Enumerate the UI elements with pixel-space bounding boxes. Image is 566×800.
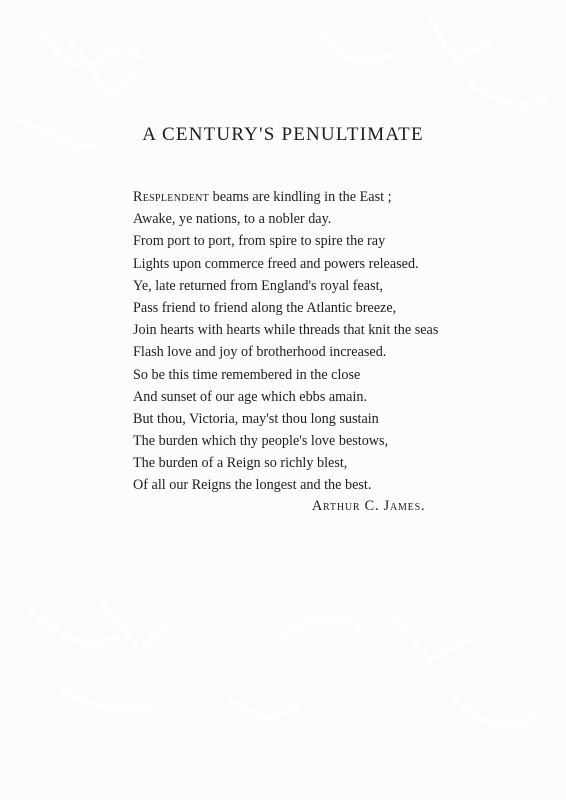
poem-line: The burden of a Reign so richly blest, bbox=[133, 455, 348, 472]
poem-line bbox=[133, 186, 473, 208]
poem-line: Join hearts with hearts while threads that knit the seas bbox=[133, 322, 439, 339]
poem-line: But thou, Victoria, may'st thou long sustain bbox=[133, 410, 379, 427]
poem-line: Of all our Reigns the longest and the best. bbox=[133, 477, 372, 494]
poem-line: Pass friend to friend along the Atlantic breeze, bbox=[133, 299, 397, 316]
poem-line: Awake, ye nations, to a nobler day. bbox=[133, 211, 332, 228]
poem-line: So be this time remembered in the close bbox=[133, 366, 361, 383]
poem-title: A CENTURY'S PENULTIMATE bbox=[142, 124, 424, 145]
poem-body bbox=[133, 186, 473, 497]
poem-line: Flash love and joy of brotherhood increased. bbox=[133, 344, 387, 361]
poem-author: Arthur C. James. bbox=[312, 498, 426, 514]
poem-line: The burden which thy people's love bestows, bbox=[133, 433, 389, 450]
poem-line: Ye, late returned from England's royal feast, bbox=[133, 277, 384, 294]
poem-first-word: Resplendent bbox=[133, 189, 210, 205]
poem-first-line-rest: beams are kindling in the East ; bbox=[209, 189, 392, 205]
poem-line: From port to port, from spire to spire the ray bbox=[133, 233, 386, 250]
poem-line: And sunset of our age which ebbs amain. bbox=[133, 388, 368, 405]
poem-line: Lights upon commerce freed and powers released. bbox=[133, 255, 419, 272]
